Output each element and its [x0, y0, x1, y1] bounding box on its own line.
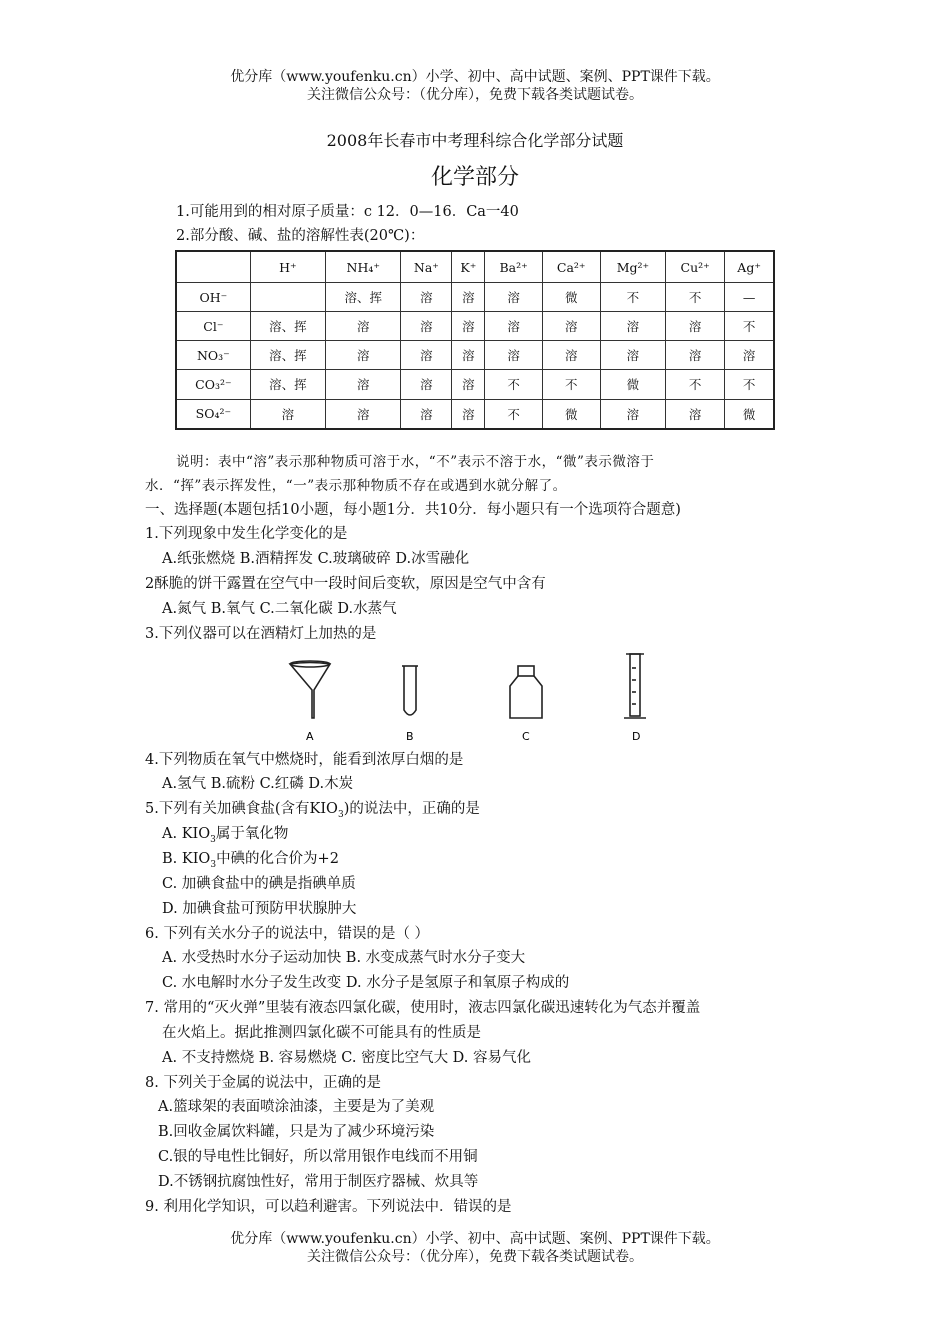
solubility-cell: 溶 [666, 312, 725, 341]
solubility-cell: 不 [666, 370, 725, 399]
solubility-cell: 溶 [452, 399, 485, 429]
solubility-cell: 溶 [600, 399, 665, 429]
q4-options: A.氢气 B.硫粉 C.红磷 D.木炭 [162, 776, 354, 792]
solubility-cell: 溶 [250, 399, 325, 429]
q5-option-c: C. 加碘食盐中的碘是指碘单质 [162, 876, 356, 892]
q5-option-d: D. 加碘食盐可预防甲状腺肿大 [162, 901, 357, 917]
solubility-cell: 溶 [452, 312, 485, 341]
solubility-cell: 溶 [485, 341, 542, 370]
header-line-2: 关注微信公众号：（优分库），免费下载各类试题试卷。 [307, 87, 643, 103]
note-line-2: 水．“挥”表示挥发性，“一”表示那种物质不存在或遇到水就分解了。 [145, 478, 567, 494]
q5-stem-text-end: )的说法中，正确的是 [343, 801, 480, 817]
solubility-cell: 溶 [452, 283, 485, 312]
q8-option-b: B.回收金属饮料罐，只是为了减少环境污染 [158, 1124, 435, 1140]
table-header-row [176, 251, 774, 283]
q5-option-b [162, 849, 339, 875]
solubility-cell: 微 [600, 370, 665, 399]
q5-b-subscript: 3 [210, 859, 217, 870]
solubility-cell: 微 [542, 283, 600, 312]
solubility-cell: 溶 [725, 341, 774, 370]
solubility-cell: 溶 [401, 341, 452, 370]
solubility-cell: 溶 [542, 312, 600, 341]
solubility-cell: 溶 [326, 399, 401, 429]
solubility-cell: 溶 [326, 312, 401, 341]
column-header: Ca²⁺ [542, 251, 600, 283]
solubility-cell: — [725, 283, 774, 312]
page-title: 2008年长春市中考理科综合化学部分试题 [326, 131, 624, 150]
q7-stem-line-2: 在火焰上。据此推测四氯化碳不可能具有的性质是 [162, 1025, 481, 1041]
solubility-cell: 溶 [600, 341, 665, 370]
footer-line-1: 优分库（www.youfenku.cn）小学、初中、高中试题、案例、PPT课件下载。 [230, 1231, 720, 1247]
solubility-cell: 不 [600, 283, 665, 312]
q2-options: A.氮气 B.氧气 C.二氧化碳 D.水蒸气 [162, 601, 397, 617]
q6-stem: 6. 下列有关水分子的说法中，错误的是（ ） [145, 926, 430, 942]
solubility-cell: 不 [725, 312, 774, 341]
solubility-cell [250, 283, 325, 312]
footer-line-2: 关注微信公众号：（优分库），免费下载各类试题试卷。 [307, 1249, 643, 1265]
q5-a-text-end: 属于氧化物 [215, 826, 289, 842]
column-header: K⁺ [452, 251, 485, 283]
q5-stem [145, 799, 480, 825]
q8-stem: 8. 下列关于金属的说法中，正确的是 [145, 1075, 381, 1091]
q5-b-text: B. KIO [162, 851, 211, 867]
q6-options-ab: A. 水受热时水分子运动加快 B. 水变成蒸气时水分子变大 [162, 950, 526, 966]
column-header: Ag⁺ [725, 251, 774, 283]
q5-a-text: A. KIO [162, 826, 211, 842]
row-anion-cell: NO₃⁻ [176, 341, 250, 370]
row-anion-cell: Cl⁻ [176, 312, 250, 341]
q4-stem: 4.下列物质在氧气中燃烧时，能看到浓厚白烟的是 [145, 752, 464, 768]
q1-stem: 1.下列现象中发生化学变化的是 [145, 526, 348, 542]
solubility-cell: 不 [542, 370, 600, 399]
q1-options: A.纸张燃烧 B.酒精挥发 C.玻璃破碎 D.冰雪融化 [162, 551, 470, 567]
q9-stem: 9. 利用化学知识，可以趋利避害。下列说法中．错误的是 [145, 1199, 512, 1215]
solubility-cell: 不 [666, 283, 725, 312]
q2-stem: 2酥脆的饼干露置在空气中一段时间后变软，原因是空气中含有 [145, 576, 546, 592]
solubility-cell: 溶 [452, 370, 485, 399]
header-line-1: 优分库（www.youfenku.cn）小学、初中、高中试题、案例、PPT课件下载。 [230, 69, 720, 85]
section-heading: 一、选择题(本题包括10小题，每小题1分．共10分．每小题只有一个选项符合题意) [145, 502, 681, 518]
reagent-bottle-icon [510, 666, 542, 718]
q5-stem-subscript: 3 [337, 809, 344, 820]
q5-option-a [162, 824, 288, 850]
solubility-cell: 溶、挥 [250, 312, 325, 341]
table-row [176, 312, 774, 341]
test-tube-icon [402, 666, 418, 715]
q5-b-text-end: 中碘的化合价为+2 [216, 851, 339, 867]
solubility-cell: 溶、挥 [250, 341, 325, 370]
solubility-cell: 溶、挥 [250, 370, 325, 399]
q7-options: A. 不支持燃烧 B. 容易燃烧 C. 密度比空气大 D. 容易气化 [162, 1050, 532, 1066]
solubility-cell: 溶 [485, 312, 542, 341]
graduated-cylinder-icon [624, 654, 646, 718]
table-row [176, 370, 774, 399]
q8-option-d: D.不锈钢抗腐蚀性好，常用于制医疗器械、炊具等 [158, 1174, 479, 1190]
table-corner-cell [176, 251, 250, 283]
solubility-cell: 溶 [666, 341, 725, 370]
table-row [176, 283, 774, 312]
solubility-cell: 溶 [600, 312, 665, 341]
column-header: NH₄⁺ [326, 251, 401, 283]
note-line-1: 说明：表中“溶”表示那种物质可溶于水，“不”表示不溶于水，“微”表示微溶于 [176, 454, 655, 470]
info-atomic-mass: 1.可能用到的相对原子质量：c 12．0—16．Ca一40 [176, 204, 519, 220]
column-header: Cu²⁺ [666, 251, 725, 283]
funnel-icon [290, 661, 330, 718]
solubility-cell: 微 [542, 399, 600, 429]
row-anion-cell: CO₃²⁻ [176, 370, 250, 399]
table-row [176, 341, 774, 370]
solubility-cell: 不 [485, 399, 542, 429]
q5-stem-text: 5.下列有关加碘食盐(含有KIO [145, 801, 338, 817]
q5-a-subscript: 3 [210, 834, 216, 845]
section-subtitle: 化学部分 [430, 165, 519, 190]
table-row [176, 399, 774, 429]
solubility-table [175, 250, 775, 430]
solubility-cell: 溶 [401, 370, 452, 399]
solubility-cell: 溶 [666, 399, 725, 429]
solubility-cell: 溶 [326, 341, 401, 370]
solubility-cell: 溶 [326, 370, 401, 399]
solubility-cell: 溶 [452, 341, 485, 370]
apparatus-label-a: A [306, 730, 314, 743]
column-header: Na⁺ [401, 251, 452, 283]
solubility-cell: 不 [485, 370, 542, 399]
solubility-cell: 溶 [401, 399, 452, 429]
q7-stem-line-1: 7. 常用的“灭火弹”里装有液态四氯化碳，使用时，液志四氯化碳迅速转化为气态并覆盖 [145, 1000, 701, 1016]
apparatus-figure [270, 648, 690, 748]
solubility-cell: 溶 [542, 341, 600, 370]
q3-stem: 3.下列仪器可以在酒精灯上加热的是 [145, 626, 377, 642]
solubility-cell: 微 [725, 399, 774, 429]
q8-option-c: C.银的导电性比铜好，所以常用银作电线而不用铜 [158, 1149, 478, 1165]
apparatus-label-d: D [632, 730, 641, 743]
row-anion-cell: SO₄²⁻ [176, 399, 250, 429]
solubility-cell: 溶 [401, 312, 452, 341]
apparatus-label-b: B [406, 730, 414, 743]
column-header: Mg²⁺ [600, 251, 665, 283]
solubility-cell: 溶 [401, 283, 452, 312]
solubility-cell: 溶 [485, 283, 542, 312]
q8-option-a: A.篮球架的表面喷涂油漆，主要是为了美观 [158, 1099, 435, 1115]
column-header: Ba²⁺ [485, 251, 542, 283]
apparatus-label-c: C [522, 730, 530, 743]
info-solubility-caption: 2.部分酸、碱、盐的溶解性表(20℃)： [176, 228, 425, 244]
column-header: H⁺ [250, 251, 325, 283]
q6-options-cd: C. 水电解时水分子发生改变 D. 水分子是氢原子和氧原子构成的 [162, 975, 570, 991]
row-anion-cell: OH⁻ [176, 283, 250, 312]
solubility-cell: 不 [725, 370, 774, 399]
solubility-cell: 溶、挥 [326, 283, 401, 312]
